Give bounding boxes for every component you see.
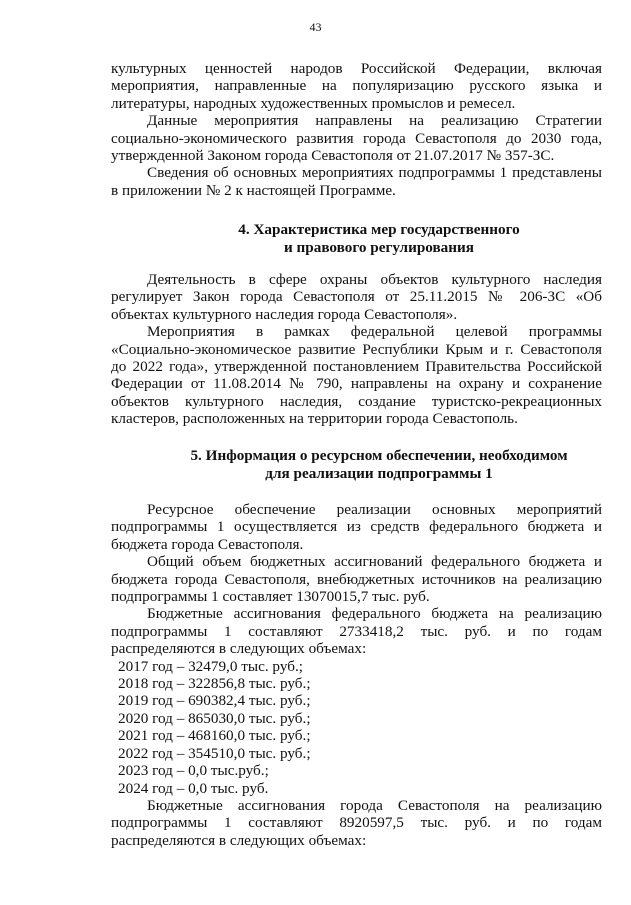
section-heading-line: 5. Информация о ресурсном обеспечении, необходимом <box>190 447 568 464</box>
section-4-text <box>111 271 602 428</box>
section-5-text <box>111 501 602 849</box>
paragraph: Данные мероприятия направлены на реализацию Стратегии социально-экономического развития города Севастополя до 2030 года, утвержденной Законом города Севастополя от 21.07.2017 № 357-ЗС. <box>111 112 602 165</box>
paragraph: Сведения об основных мероприятиях подпрограммы 1 представлены в приложении № 2 к настоящей Программе. <box>111 164 602 199</box>
year-amount-item: 2017 год – 32479,0 тыс. руб.; <box>118 657 303 675</box>
paragraph: Мероприятия в рамках федеральной целевой программы «Социально-экономическое развитие Республики Крым и г. Севастополя до 2022 года», утвержденной постановлением Правительства Российской Федерации от 11.08.2014 № 790, направлены на охрану и сохранение объектов культурного наследия, создание туристско-рекреационных кластеров, расположенных на территории города Севастополь. <box>111 323 602 428</box>
federal-budget-by-year-list <box>111 658 602 797</box>
year-amount-item: 2019 год – 690382,4 тыс. руб.; <box>118 692 311 710</box>
section-heading-line: и правового регулирования <box>284 239 474 256</box>
year-amount-item: 2018 год – 322856,8 тыс. руб.; <box>118 675 311 693</box>
paragraph: Общий объем бюджетных ассигнований федерального бюджета и бюджета города Севастополя, внебюджетных источников на реализацию подпрограммы 1 составляет 13070015,7 тыс. руб. <box>111 553 602 606</box>
year-amount-item: 2023 год – 0,0 тыс.руб.; <box>118 762 269 780</box>
year-amount-item: 2024 год – 0,0 тыс. руб. <box>118 779 269 797</box>
year-amount-item: 2020 год – 865030,0 тыс. руб.; <box>118 709 311 727</box>
intro-text <box>111 60 602 199</box>
paragraph: Бюджетные ассигнования федерального бюджета на реализацию подпрограммы 1 составляют 2733418,2 тыс. руб. и по годам распределяются в следующих объемах: <box>111 605 602 658</box>
section-heading-line: 4. Характеристика мер государственного <box>238 221 520 238</box>
year-amount-item: 2022 год – 354510,0 тыс. руб.; <box>118 744 311 762</box>
year-amount-item: 2021 год – 468160,0 тыс. руб.; <box>118 727 311 745</box>
page-number: 43 <box>309 20 322 34</box>
paragraph: Деятельность в сфере охраны объектов культурного наследия регулирует Закон города Севастополя от 25.11.2015 № 206-ЗС «Об объектах культурного наследия города Севастополя». <box>111 271 602 323</box>
section-heading-line: для реализации подпрограммы 1 <box>265 465 493 482</box>
paragraph: Бюджетные ассигнования города Севастополя на реализацию подпрограммы 1 составляют 8920597,5 тыс. руб. и по годам распределяются в следующих объемах: <box>111 796 602 849</box>
paragraph: Ресурсное обеспечение реализации основных мероприятий подпрограммы 1 осуществляется из средств федерального бюджета и бюджета города Севастополя. <box>111 501 602 553</box>
section-5-heading <box>111 447 602 483</box>
paragraph: культурных ценностей народов Российской Федерации, включая мероприятия, направленные на популяризацию русского языка и литературы, народных художественных промыслов и ремесел. <box>111 60 602 112</box>
section-4-heading <box>111 221 602 257</box>
